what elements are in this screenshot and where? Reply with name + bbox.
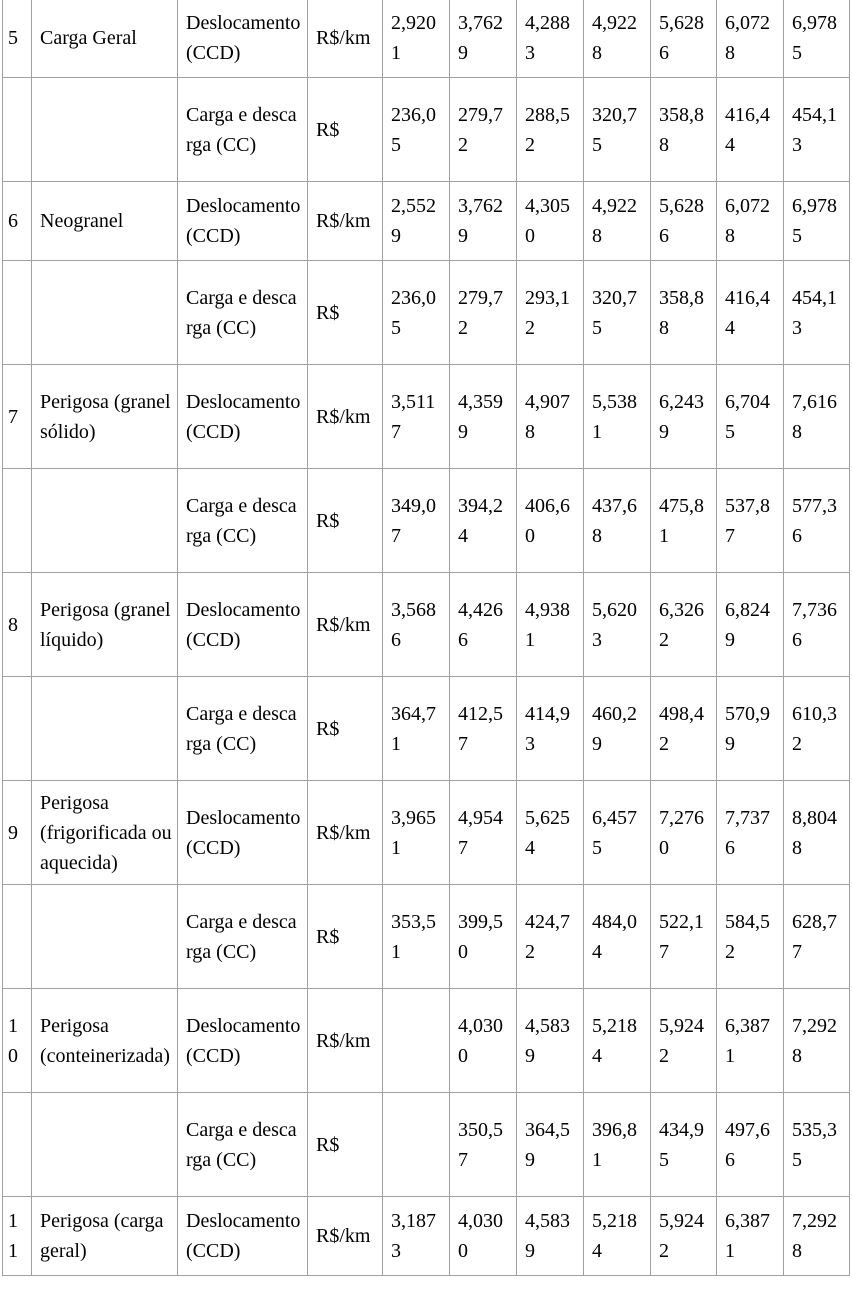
service-cell: Carga e descarga (CC) xyxy=(178,885,308,989)
rate-value-cell: 454,13 xyxy=(784,261,850,365)
rate-value-cell: 2,9201 xyxy=(383,0,450,78)
rate-value-cell: 279,72 xyxy=(450,261,517,365)
cargo-category-cell: Perigosa (frigorificada ou aquecida) xyxy=(32,781,178,885)
table-row xyxy=(3,78,850,182)
row-number-cell xyxy=(3,677,32,781)
rate-value-cell xyxy=(383,1093,450,1197)
rate-value-cell: 3,9651 xyxy=(383,781,450,885)
rate-value-cell: 293,12 xyxy=(517,261,584,365)
row-number-cell xyxy=(3,469,32,573)
unit-cell: R$/km xyxy=(308,365,383,469)
rate-value-cell: 434,95 xyxy=(651,1093,717,1197)
rate-value-cell xyxy=(383,989,450,1093)
rate-value-cell: 4,3599 xyxy=(450,365,517,469)
table-body xyxy=(3,0,850,1276)
rate-value-cell: 498,42 xyxy=(651,677,717,781)
rate-value-cell: 437,68 xyxy=(584,469,651,573)
unit-cell: R$ xyxy=(308,78,383,182)
rate-value-cell: 6,7045 xyxy=(717,365,784,469)
cargo-category-cell xyxy=(32,885,178,989)
rate-value-cell: 5,6203 xyxy=(584,573,651,677)
rate-value-cell: 406,60 xyxy=(517,469,584,573)
unit-cell: R$/km xyxy=(308,573,383,677)
rate-value-cell: 5,6254 xyxy=(517,781,584,885)
unit-cell: R$ xyxy=(308,677,383,781)
rate-value-cell: 414,93 xyxy=(517,677,584,781)
rate-value-cell: 570,99 xyxy=(717,677,784,781)
rate-value-cell: 394,24 xyxy=(450,469,517,573)
rate-value-cell: 349,07 xyxy=(383,469,450,573)
rate-value-cell: 236,05 xyxy=(383,261,450,365)
cargo-category-cell: Carga Geral xyxy=(32,0,178,78)
row-number-cell xyxy=(3,885,32,989)
rate-value-cell: 4,3050 xyxy=(517,182,584,261)
table-row xyxy=(3,261,850,365)
rate-value-cell: 4,0300 xyxy=(450,1197,517,1276)
rate-value-cell: 4,9078 xyxy=(517,365,584,469)
rate-value-cell: 4,4266 xyxy=(450,573,517,677)
cargo-category-cell: Neogranel xyxy=(32,182,178,261)
row-number-cell: 11 xyxy=(3,1197,32,1276)
rate-value-cell: 4,9228 xyxy=(584,0,651,78)
unit-cell: R$/km xyxy=(308,989,383,1093)
row-number-cell: 10 xyxy=(3,989,32,1093)
rate-value-cell: 3,1873 xyxy=(383,1197,450,1276)
rate-value-cell: 4,9547 xyxy=(450,781,517,885)
rate-value-cell: 7,2928 xyxy=(784,989,850,1093)
rate-value-cell: 584,52 xyxy=(717,885,784,989)
table-row xyxy=(3,677,850,781)
service-cell: Carga e descarga (CC) xyxy=(178,78,308,182)
rate-value-cell: 5,9242 xyxy=(651,989,717,1093)
table-row xyxy=(3,365,850,469)
rate-value-cell: 364,71 xyxy=(383,677,450,781)
row-number-cell xyxy=(3,78,32,182)
table-row xyxy=(3,573,850,677)
rate-value-cell: 364,59 xyxy=(517,1093,584,1197)
rate-value-cell: 3,7629 xyxy=(450,0,517,78)
unit-cell: R$/km xyxy=(308,0,383,78)
rate-value-cell: 8,8048 xyxy=(784,781,850,885)
rate-value-cell: 535,35 xyxy=(784,1093,850,1197)
rate-value-cell: 279,72 xyxy=(450,78,517,182)
rate-value-cell: 5,2184 xyxy=(584,1197,651,1276)
rate-value-cell: 475,81 xyxy=(651,469,717,573)
rate-value-cell: 4,9381 xyxy=(517,573,584,677)
row-number-cell: 8 xyxy=(3,573,32,677)
rate-value-cell: 537,87 xyxy=(717,469,784,573)
rate-value-cell: 6,3262 xyxy=(651,573,717,677)
rate-value-cell: 454,13 xyxy=(784,78,850,182)
table-row xyxy=(3,885,850,989)
cargo-category-cell xyxy=(32,469,178,573)
rate-value-cell: 6,2439 xyxy=(651,365,717,469)
rate-value-cell: 4,5839 xyxy=(517,1197,584,1276)
service-cell: Carga e descarga (CC) xyxy=(178,261,308,365)
service-cell: Deslocamento (CCD) xyxy=(178,182,308,261)
unit-cell: R$ xyxy=(308,1093,383,1197)
rate-value-cell: 3,5117 xyxy=(383,365,450,469)
table-row xyxy=(3,781,850,885)
service-cell: Deslocamento (CCD) xyxy=(178,989,308,1093)
freight-table xyxy=(2,0,850,1276)
rate-value-cell: 6,0728 xyxy=(717,0,784,78)
rate-value-cell: 236,05 xyxy=(383,78,450,182)
cargo-category-cell xyxy=(32,78,178,182)
rate-value-cell: 4,0300 xyxy=(450,989,517,1093)
rate-value-cell: 460,29 xyxy=(584,677,651,781)
rate-value-cell: 6,3871 xyxy=(717,989,784,1093)
rate-value-cell: 577,36 xyxy=(784,469,850,573)
service-cell: Carga e descarga (CC) xyxy=(178,1093,308,1197)
rate-value-cell: 358,88 xyxy=(651,78,717,182)
cargo-category-cell xyxy=(32,1093,178,1197)
table-row xyxy=(3,1197,850,1276)
rate-value-cell: 7,2760 xyxy=(651,781,717,885)
rate-value-cell: 6,0728 xyxy=(717,182,784,261)
unit-cell: R$ xyxy=(308,469,383,573)
rate-value-cell: 353,51 xyxy=(383,885,450,989)
service-cell: Deslocamento (CCD) xyxy=(178,365,308,469)
unit-cell: R$ xyxy=(308,261,383,365)
service-cell: Deslocamento (CCD) xyxy=(178,1197,308,1276)
cargo-category-cell: Perigosa (carga geral) xyxy=(32,1197,178,1276)
rate-value-cell: 6,9785 xyxy=(784,0,850,78)
cargo-category-cell: Perigosa (conteinerizada) xyxy=(32,989,178,1093)
cargo-category-cell: Perigosa (granel sólido) xyxy=(32,365,178,469)
rate-value-cell: 2,5529 xyxy=(383,182,450,261)
rate-value-cell: 396,81 xyxy=(584,1093,651,1197)
rate-value-cell: 3,7629 xyxy=(450,182,517,261)
row-number-cell: 9 xyxy=(3,781,32,885)
rate-value-cell: 5,2184 xyxy=(584,989,651,1093)
rate-value-cell: 7,7376 xyxy=(717,781,784,885)
unit-cell: R$ xyxy=(308,885,383,989)
rate-value-cell: 4,9228 xyxy=(584,182,651,261)
rate-value-cell: 288,52 xyxy=(517,78,584,182)
rate-value-cell: 7,2928 xyxy=(784,1197,850,1276)
rate-value-cell: 6,8249 xyxy=(717,573,784,677)
rate-value-cell: 522,17 xyxy=(651,885,717,989)
rate-value-cell: 5,6286 xyxy=(651,0,717,78)
row-number-cell: 7 xyxy=(3,365,32,469)
unit-cell: R$/km xyxy=(308,1197,383,1276)
table-row xyxy=(3,182,850,261)
rate-value-cell: 7,6168 xyxy=(784,365,850,469)
rate-value-cell: 5,9242 xyxy=(651,1197,717,1276)
rate-value-cell: 6,9785 xyxy=(784,182,850,261)
rate-value-cell: 5,5381 xyxy=(584,365,651,469)
table-row xyxy=(3,469,850,573)
service-cell: Carga e descarga (CC) xyxy=(178,469,308,573)
service-cell: Deslocamento (CCD) xyxy=(178,0,308,78)
rate-value-cell: 7,7366 xyxy=(784,573,850,677)
rate-value-cell: 320,75 xyxy=(584,78,651,182)
unit-cell: R$/km xyxy=(308,781,383,885)
rate-value-cell: 416,44 xyxy=(717,78,784,182)
rate-value-cell: 424,72 xyxy=(517,885,584,989)
rate-value-cell: 416,44 xyxy=(717,261,784,365)
table-row xyxy=(3,1093,850,1197)
cargo-category-cell xyxy=(32,261,178,365)
rate-value-cell: 6,3871 xyxy=(717,1197,784,1276)
row-number-cell: 5 xyxy=(3,0,32,78)
rate-value-cell: 4,5839 xyxy=(517,989,584,1093)
rate-value-cell: 399,50 xyxy=(450,885,517,989)
rate-value-cell: 5,6286 xyxy=(651,182,717,261)
rate-value-cell: 497,66 xyxy=(717,1093,784,1197)
row-number-cell xyxy=(3,261,32,365)
table-row xyxy=(3,0,850,78)
service-cell: Carga e descarga (CC) xyxy=(178,677,308,781)
table-row xyxy=(3,989,850,1093)
rate-value-cell: 320,75 xyxy=(584,261,651,365)
cargo-category-cell: Perigosa (granel líquido) xyxy=(32,573,178,677)
rate-value-cell: 484,04 xyxy=(584,885,651,989)
unit-cell: R$/km xyxy=(308,182,383,261)
rate-value-cell: 412,57 xyxy=(450,677,517,781)
service-cell: Deslocamento (CCD) xyxy=(178,781,308,885)
rate-value-cell: 610,32 xyxy=(784,677,850,781)
rate-value-cell: 358,88 xyxy=(651,261,717,365)
cargo-category-cell xyxy=(32,677,178,781)
rate-value-cell: 350,57 xyxy=(450,1093,517,1197)
rate-value-cell: 628,77 xyxy=(784,885,850,989)
rate-value-cell: 6,4575 xyxy=(584,781,651,885)
rate-value-cell: 4,2883 xyxy=(517,0,584,78)
rate-value-cell: 3,5686 xyxy=(383,573,450,677)
service-cell: Deslocamento (CCD) xyxy=(178,573,308,677)
row-number-cell xyxy=(3,1093,32,1197)
row-number-cell: 6 xyxy=(3,182,32,261)
